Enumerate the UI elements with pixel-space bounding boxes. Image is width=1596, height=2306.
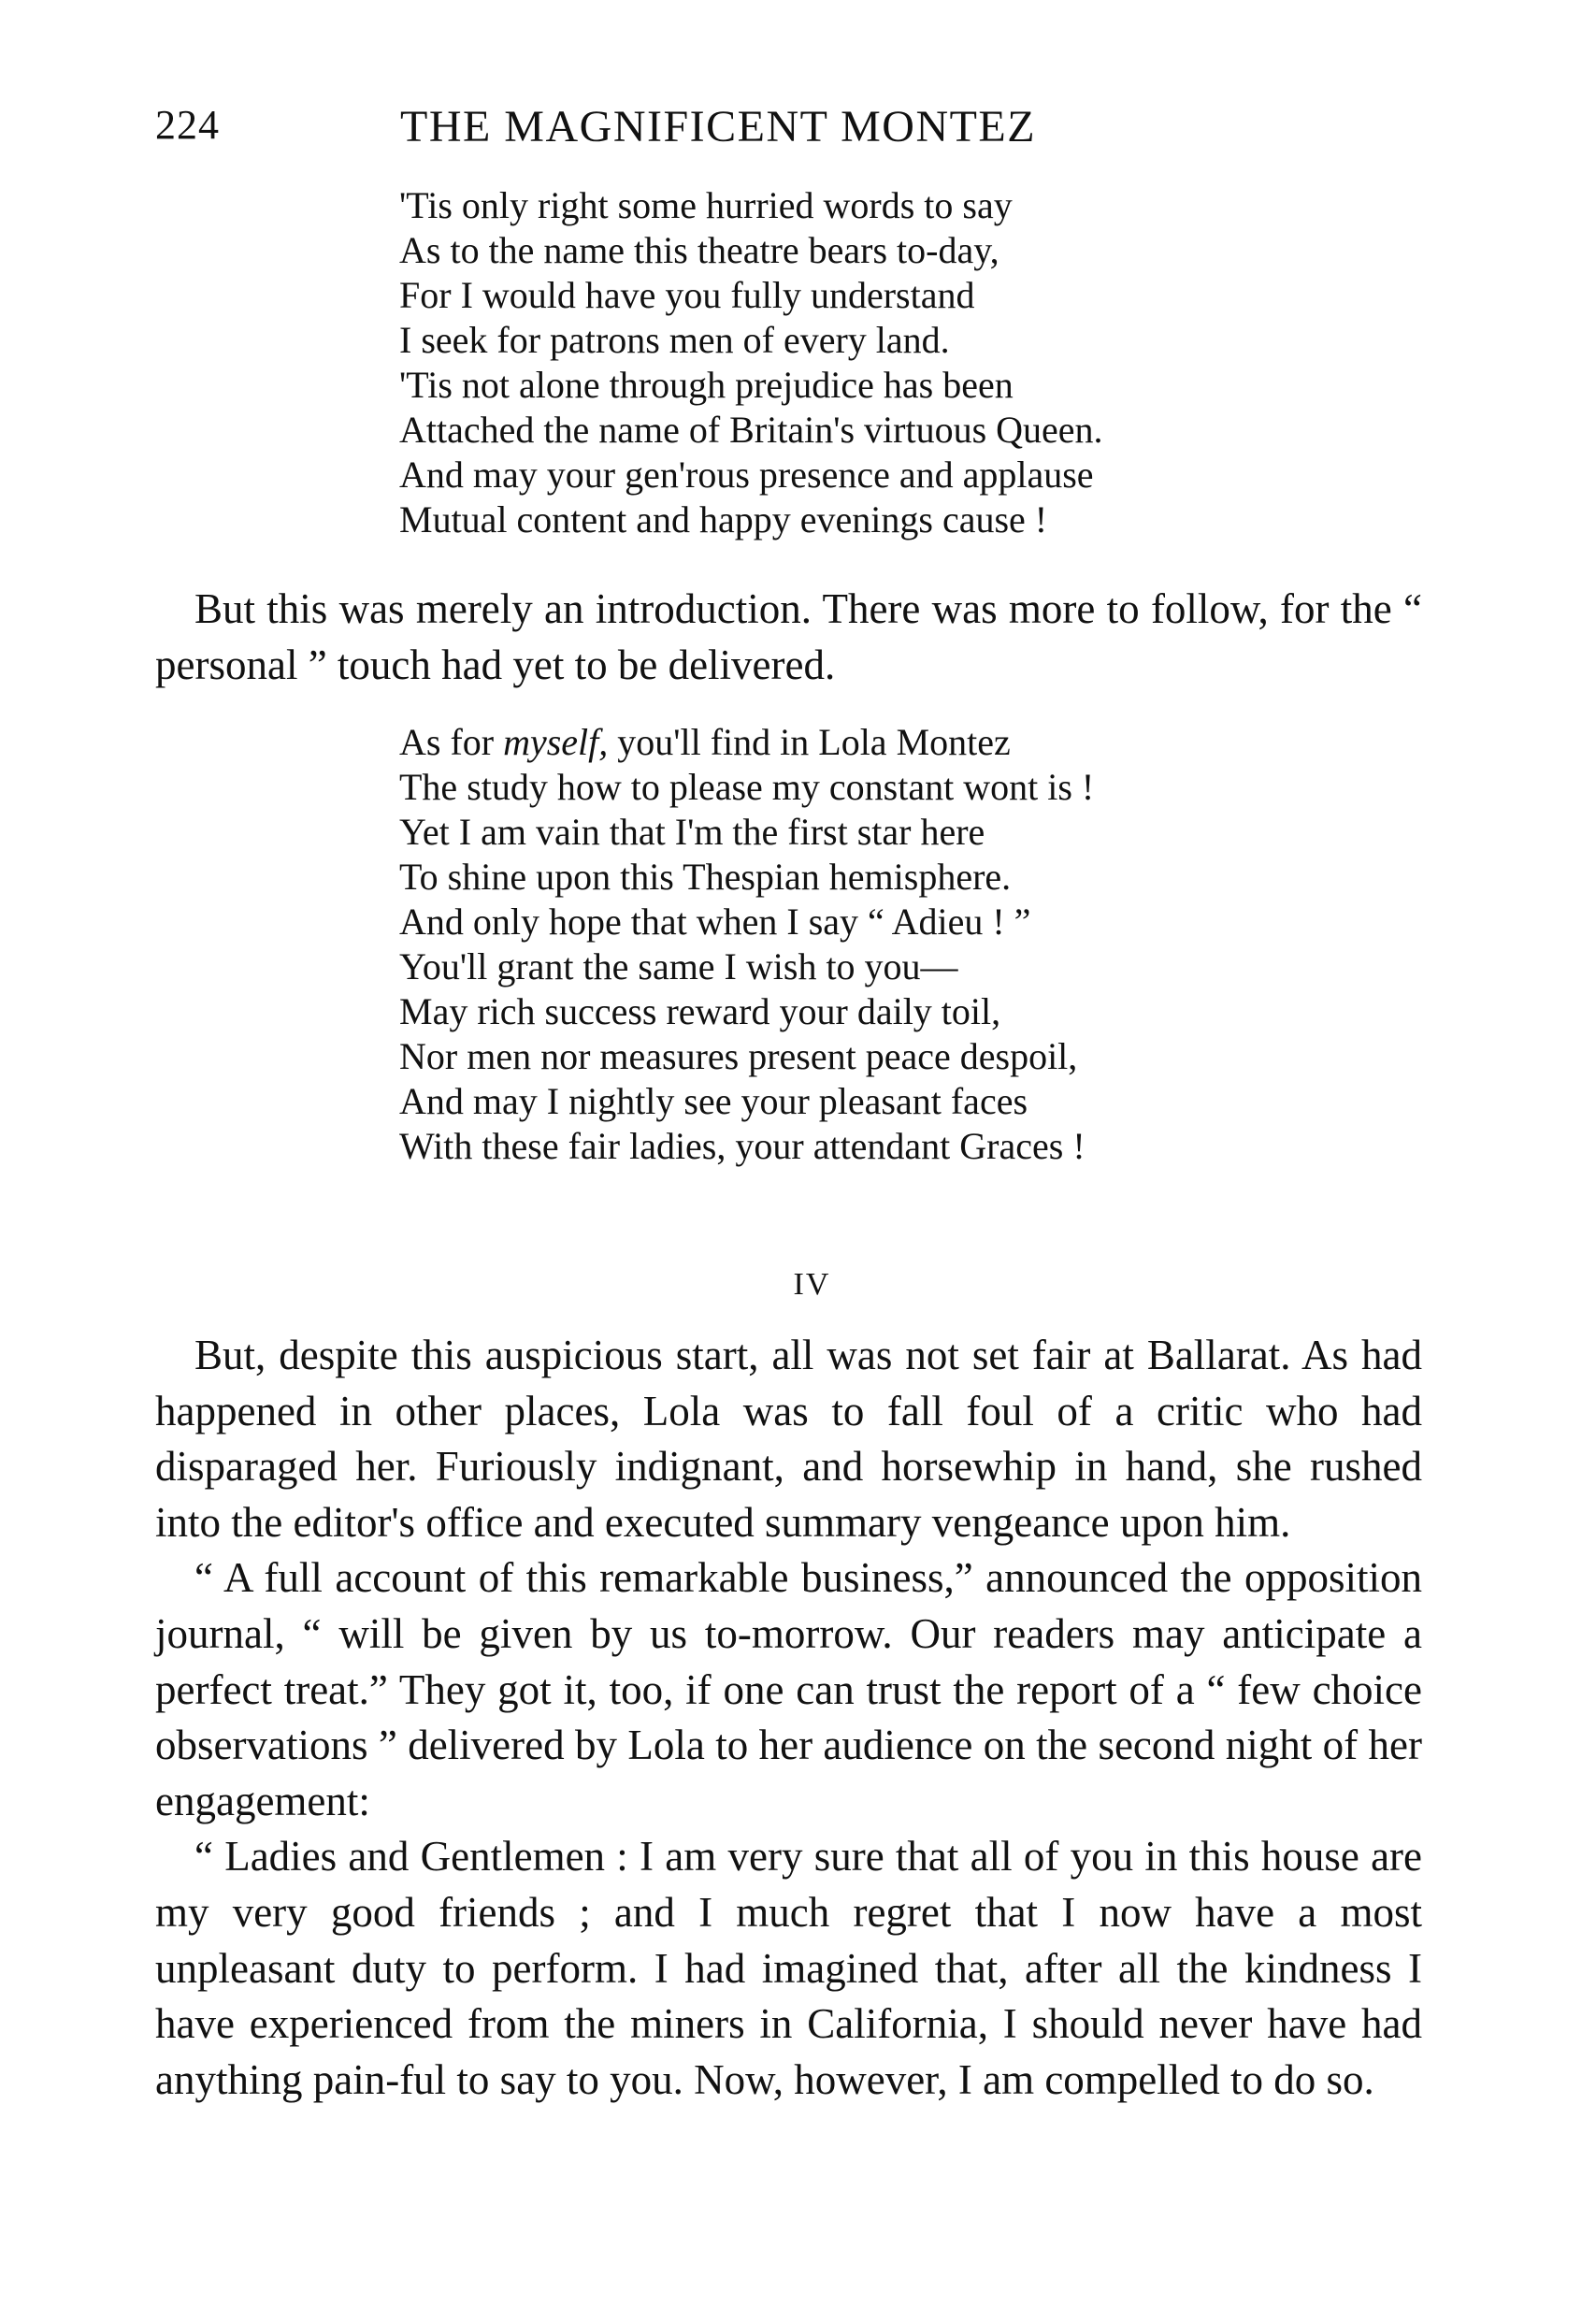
page-number: 224: [155, 102, 220, 148]
verse-line: And may I nightly see your pleasant faces: [399, 1080, 1028, 1122]
prose-block-2: [155, 1328, 1422, 2108]
verse-line: 'Tis only right some hurried words to say: [399, 184, 1013, 226]
paragraph: “ Ladies and Gentlemen : I am very sure that all of you in this house are my very good friends ; and I much regret that I now have a most unpleasant duty to perform. I had imagined that, after all the kindness I have experienced from the miners in California, I should never have had anything pain-ful to say to you. Now, however, I am compelled to do so.: [155, 1833, 1422, 2103]
verse-line: Mutual content and happy evenings cause !: [399, 498, 1048, 540]
paragraph: But this was merely an introduction. There was more to follow, for the “ personal ” touch had yet to be delivered.: [155, 585, 1422, 688]
verse-line: Yet I am vain that I'm the first star here: [399, 811, 985, 853]
verse-line: 'Tis not alone through prejudice has been: [399, 364, 1014, 406]
verse-block-1: [399, 183, 1103, 542]
verse-block-2: [399, 720, 1094, 1169]
verse-text: you'll find in Lola Montez: [608, 721, 1011, 763]
verse-line: I seek for patrons men of every land.: [399, 319, 950, 361]
verse-line: May rich success reward your daily toil,: [399, 990, 1001, 1032]
verse-line: To shine upon this Thespian hemisphere.: [399, 856, 1012, 898]
verse-line: The study how to please my constant wont is !: [399, 766, 1095, 808]
verse-line: And only hope that when I say “ Adieu ! ”: [399, 901, 1031, 943]
emphasis-text: myself,: [503, 721, 609, 763]
paragraph: “ A full account of this remarkable business,” announced the opposition journal, “ will be given by us to-morrow. Our readers may anticipate a perfect treat.” They got it, too, if one can trust the report of a “ few choice observations ” delivered by Lola to her audience on the second night of her engagement:: [155, 1554, 1422, 1824]
prose-block-1: [155, 582, 1422, 693]
verse-line: As to the name this theatre bears to-day,: [399, 229, 999, 271]
running-head: [155, 101, 1417, 157]
verse-line: Nor men nor measures present peace despoil,: [399, 1035, 1078, 1077]
verse-line: [399, 720, 1094, 765]
verse-line: And may your gen'rous presence and applause: [399, 454, 1094, 496]
verse-line: You'll grant the same I wish to you—: [399, 945, 958, 987]
paragraph: But, despite this auspicious start, all was not set fair at Ballarat. As had happened in other places, Lola was to fall foul of a critic who had disparaged her. Furiously indignant, and horsewhip in hand, she rushed into the editor's office and executed summary vengeance upon him.: [155, 1332, 1422, 1546]
running-title: THE MAGNIFICENT MONTEZ: [400, 102, 1037, 151]
verse-line: Attached the name of Britain's virtuous Queen.: [399, 409, 1103, 451]
verse-line: For I would have you fully understand: [399, 274, 975, 316]
verse-line: With these fair ladies, your attendant Graces !: [399, 1125, 1086, 1167]
verse-text: As for: [399, 721, 504, 763]
section-numeral: IV: [793, 1267, 831, 1302]
